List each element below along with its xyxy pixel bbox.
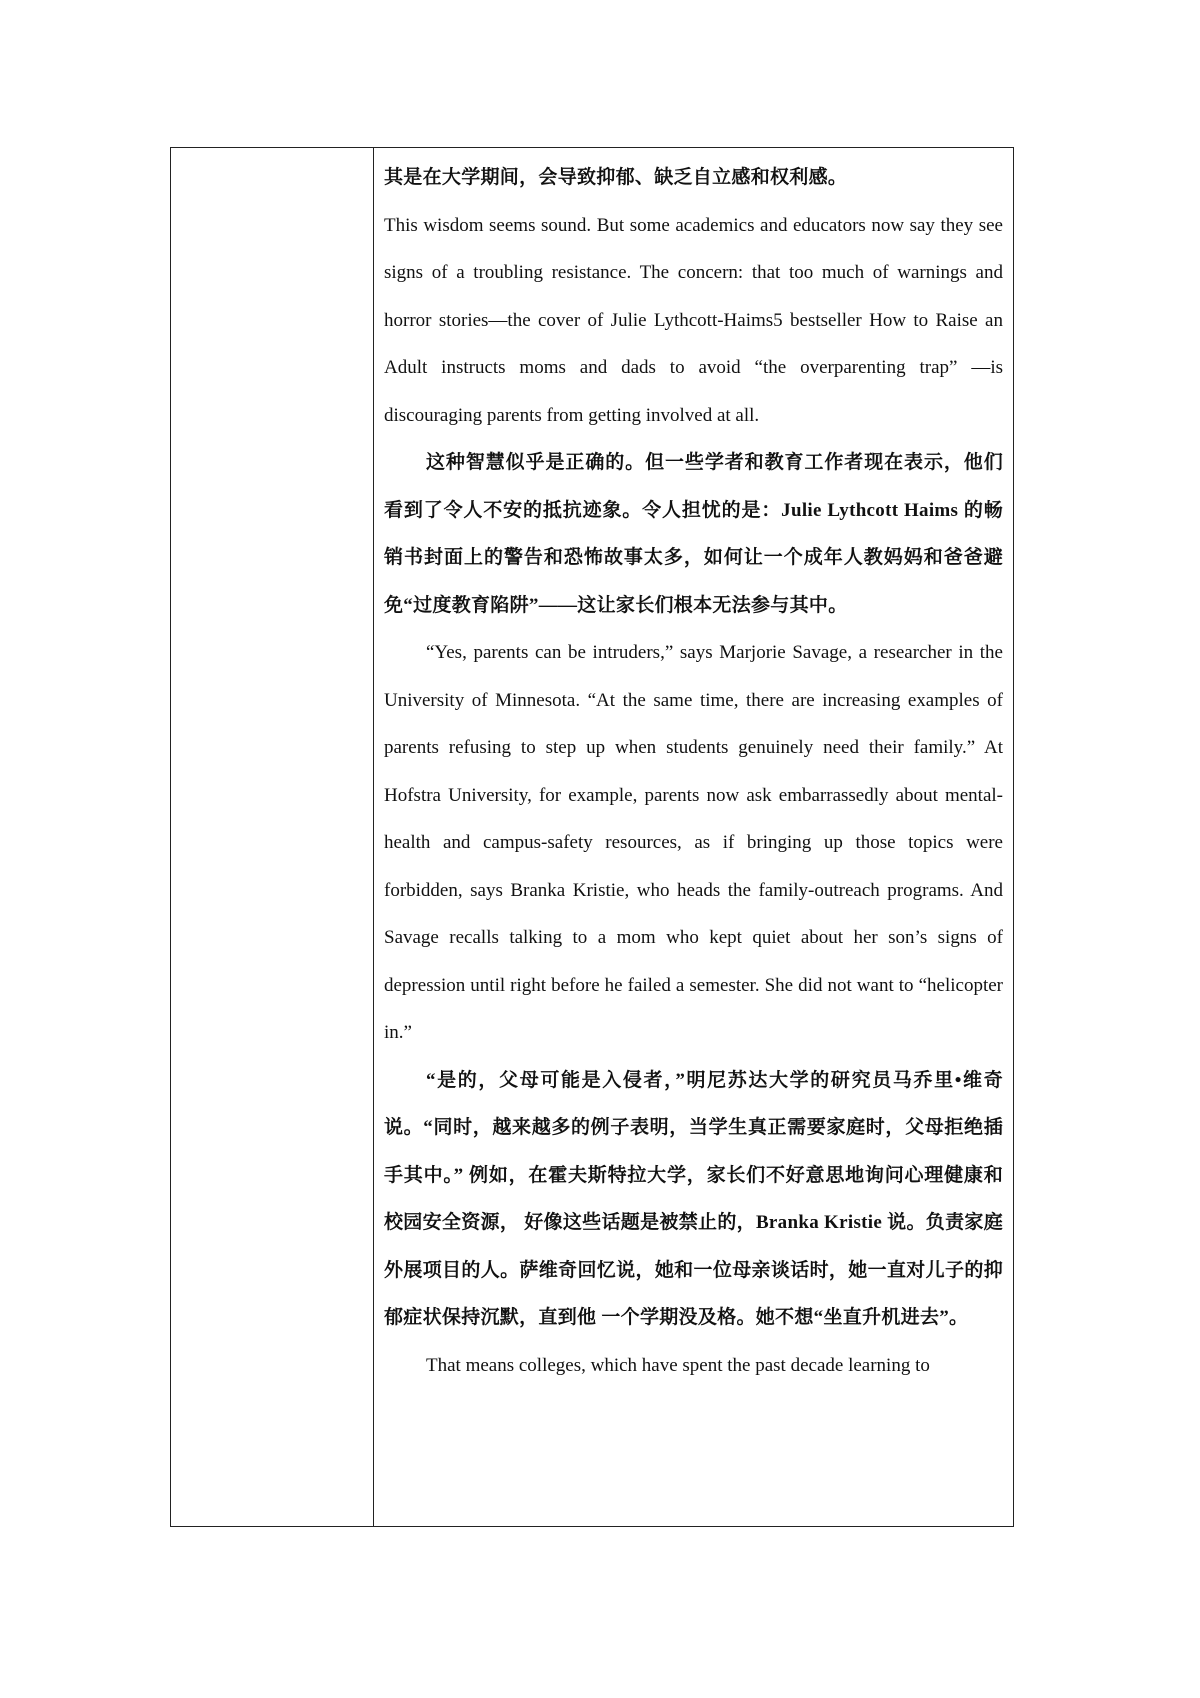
paragraph-en-1: This wisdom seems sound. But some academics and educators now say they see signs of a troubling resistance. The concern: that too much of warnings and horror stories—the cover of Julie Lythcott-Haims5 bestseller How to Raise an Adult instructs moms and dads to avoid “the overparenting trap” —is discouraging parents from getting involved at all.: [384, 214, 1003, 426]
document-table: [170, 147, 1014, 1527]
paragraph-zh-2: 这种智慧似乎是正确的。但一些学者和教育工作者现在表示，他们看到了令人不安的抵抗迹象。令人担忧的是：Julie Lythcott Haims 的畅销书封面上的警告和恐怖故事太多，如何让一个成年人教妈妈和爸爸避免“过度教育陷阱”——这让家长们根本无法参与其中。: [384, 452, 1003, 616]
paragraph-zh-3: “是的，父母可能是入侵者，”明尼苏达大学的研究员马乔里•维奇说。“同时，越来越多的例子表明，当学生真正需要家庭时，父母拒绝插手其中。” 例如，在霍夫斯特拉大学，家长们不好意思地询问心理健康和校园安全资源， 好像这些话题是被禁止的，Branka Kristie 说。负责家庭外展项目的人。萨维奇回忆说，她和一位母亲谈话时，她一直对儿子的抑郁症状保持沉默，直到他 一个学期没及格。她不想“坐直升机进去”。: [384, 1069, 1003, 1328]
paragraph-en-2: “Yes, parents can be intruders,” says Marjorie Savage, a researcher in the University of Minnesota. “At the same time, there are increasing examples of parents refusing to step up when students genuinely need their family.” At Hofstra University, for example, parents now ask embarrassedly about mental-health and campus-safety resources, as if bringing up those topics were forbidden, says Branka Kristie, who heads the family-outreach programs. And Savage recalls talking to a mom who kept quiet about her son’s signs of depression until right before he failed a semester. She did not want to “helicopter in.”: [384, 642, 1003, 1043]
paragraph-en-3: That means colleges, which have spent the past decade learning to: [426, 1354, 930, 1376]
paragraph-zh-1: 其是在大学期间，会导致抑郁、缺乏自立感和权利感。: [384, 167, 848, 188]
table-row: [171, 148, 1014, 1527]
left-column-cell: [171, 148, 374, 1527]
content-cell: [374, 148, 1014, 1527]
